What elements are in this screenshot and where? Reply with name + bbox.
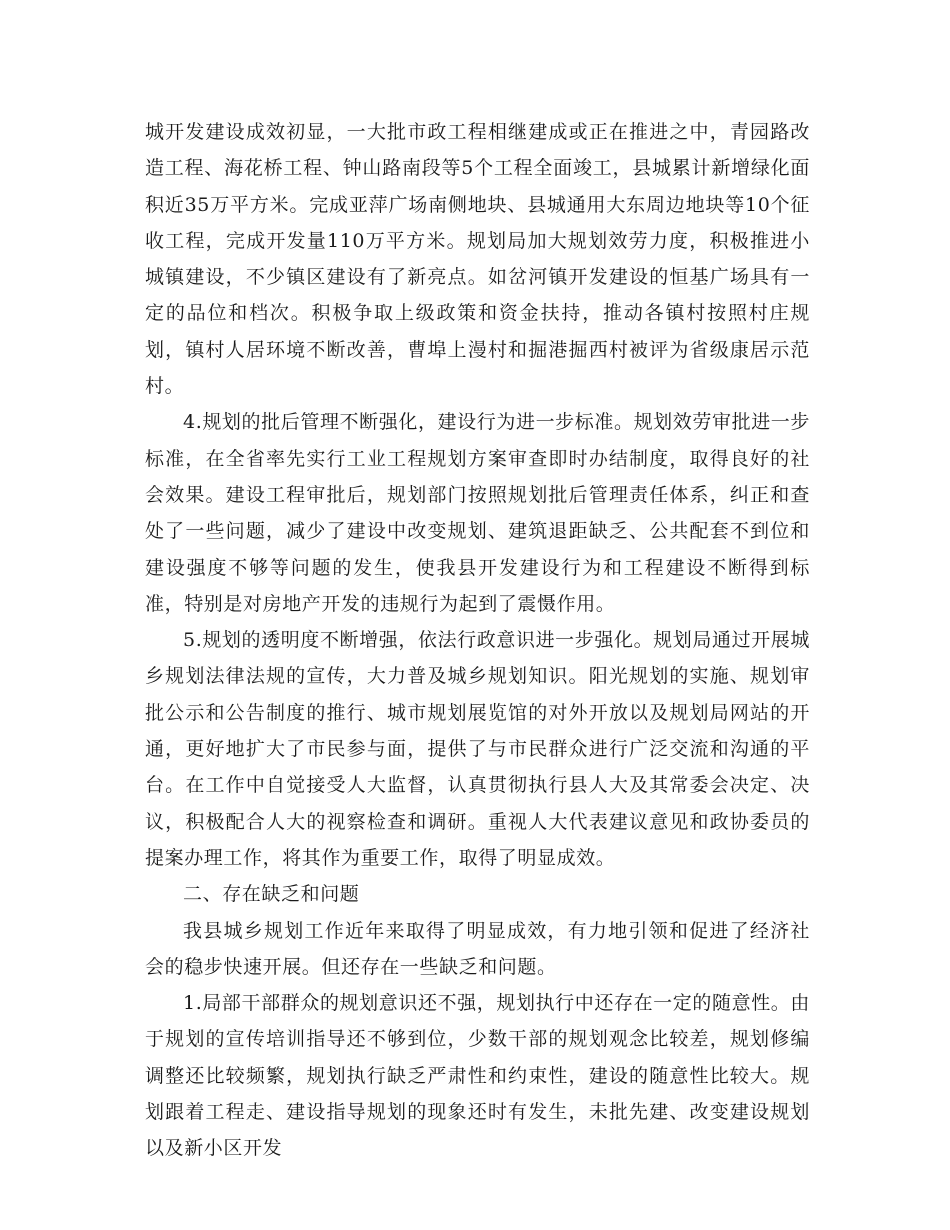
paragraph-item-4: 4.规划的批后管理不断强化，建设行为进一步标准。规划效劳审批进一步标准，在全省率先实行工业工程规划方案审查即时办结制度，取得良好的社会效果。建设工程审批后，规划部门按照规划批后管理责任体系，纠正和查处了一些问题，减少了建设中改变规划、建筑退距缺乏、公共配套不到位和建设强度不够等问题的发生，使我县开发建设行为和工程建设不断得到标准，特别是对房地产开发的违规行为起到了震慑作用。 xyxy=(145,411,810,615)
paragraph-problem-1: 1.局部干部群众的规划意识还不强，规划执行中还存在一定的随意性。由于规划的宣传培训指导还不够到位，少数干部的规划观念比较差，规划修编调整还比较频繁，规划执行缺乏严肃性和约束性，建设的随意性比较大。规划跟着工程走、建设指导规划的现象还时有发生，未批先建、改变建设规划以及新小区开发 xyxy=(145,992,810,1160)
paragraph-problems-intro: 我县城乡规划工作近年来取得了明显成效，有力地引领和促进了经济社会的稳步快速开展。但还存在一些缺乏和问题。 xyxy=(145,919,810,978)
paragraph-item-5: 5.规划的透明度不断增强，依法行政意识进一步强化。规划局通过开展城乡规划法律法规的宣传，大力普及城乡规划知识。阳光规划的实施、规划审批公示和公告制度的推行、城市规划展览馆的对外开放以及规划局网站的开通，更好地扩大了市民参与面，提供了与市民群众进行广泛交流和沟通的平台。在工作中自觉接受人大监督，认真贯彻执行县人大及其常委会决定、决议，积极配合人大的视察检查和调研。重视人大代表建议意见和政协委员的提案办理工作，将其作为重要工作，取得了明显成效。 xyxy=(145,629,810,869)
document-body xyxy=(145,114,810,1167)
paragraph-continuation: 城开发建设成效初显，一大批市政工程相继建成或正在推进之中，青园路改造工程、海花桥工程、钟山路南段等5个工程全面竣工，县城累计新增绿化面积近35万平方米。完成亚萍广场南侧地块、县城通用大东周边地块等10个征收工程，完成开发量110万平方米。规划局加大规划效劳力度，积极推进小城镇建设，不少镇区建设有了新亮点。如岔河镇开发建设的恒基广场具有一定的品位和档次。积极争取上级政策和资金扶持，推动各镇村按照村庄规划，镇村人居环境不断改善，曹埠上漫村和掘港掘西村被评为省级康居示范村。 xyxy=(145,121,810,398)
section-heading-problems: 二、存在缺乏和问题 xyxy=(183,883,360,906)
